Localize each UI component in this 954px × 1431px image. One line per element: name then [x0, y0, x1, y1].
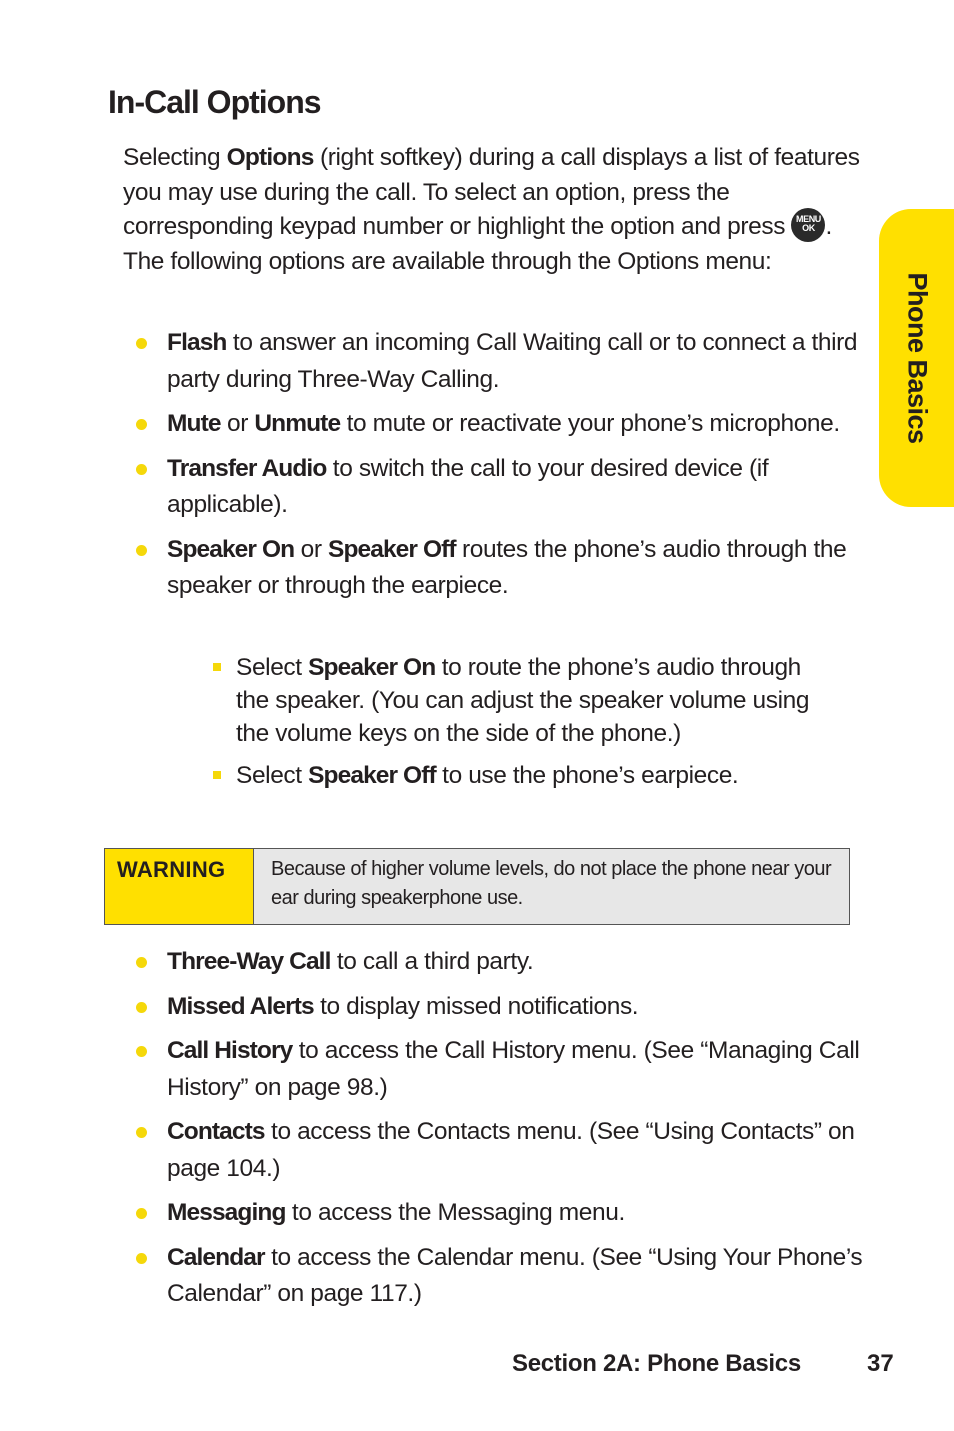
list-item: Mute or Unmute to mute or reactivate your phone’s microphone. — [134, 406, 864, 443]
speaker-sub-list — [212, 651, 822, 792]
bullet-icon — [136, 419, 147, 430]
bullet-icon — [136, 338, 147, 349]
list-item: Contacts to access the Contacts menu. (See “Using Contacts” on page 104.) — [134, 1114, 864, 1187]
list-item: Select Speaker On to route the phone’s audio through the speaker. (You can adjust the speaker volume using the volume keys on the side of the phone.) — [212, 651, 822, 750]
warning-text: Because of higher volume levels, do not place the phone near your ear during speakerphone use. — [254, 849, 849, 924]
list-item: Select Speaker Off to use the phone’s earpiece. — [212, 759, 822, 792]
list-item: Flash to answer an incoming Call Waiting call or to connect a third party during Three-Way Calling. — [134, 325, 864, 398]
list-item: Speaker On or Speaker Off routes the phone’s audio through the speaker or through the earpiece. — [134, 532, 864, 605]
bullet-icon — [136, 957, 147, 968]
list-item: Missed Alerts to display missed notifications. — [134, 989, 864, 1026]
intro-paragraph: Selecting Options (right softkey) during a call displays a list of features you may use during the call. To select an option, press the corresponding keypad number or highlight the option and press MENU OK . The following options are available through the Options menu: — [123, 144, 860, 276]
list-item: Call History to access the Call History menu. (See “Managing Call History” on page 98.) — [134, 1033, 864, 1106]
page-title: In-Call Options — [108, 84, 321, 120]
square-bullet-icon — [213, 663, 221, 671]
bullet-icon — [136, 1046, 147, 1057]
section-side-tab — [879, 209, 954, 507]
list-item: Transfer Audio to switch the call to your desired device (if applicable). — [134, 451, 864, 524]
bullet-icon — [136, 1253, 147, 1264]
options-list-a — [134, 325, 864, 605]
list-item: Messaging to access the Messaging menu. — [134, 1195, 864, 1232]
footer-section-title: Section 2A: Phone Basics — [512, 1350, 801, 1377]
options-list-b — [134, 944, 864, 1313]
square-bullet-icon — [213, 771, 221, 779]
options-term: Options — [226, 144, 314, 171]
list-item: Calendar to access the Calendar menu. (See “Using Your Phone’s Calendar” on page 117.) — [134, 1240, 864, 1313]
warning-box — [104, 848, 850, 925]
bullet-icon — [136, 1002, 147, 1013]
menu-ok-key-icon: MENU OK — [791, 208, 825, 242]
bullet-icon — [136, 545, 147, 556]
list-item: Three-Way Call to call a third party. — [134, 944, 864, 981]
bullet-icon — [136, 1208, 147, 1219]
bullet-icon — [136, 1127, 147, 1138]
bullet-icon — [136, 464, 147, 475]
page-number: 37 — [867, 1350, 894, 1377]
side-tab-label: Phone Basics — [902, 272, 932, 444]
warning-label: WARNING — [105, 849, 254, 924]
